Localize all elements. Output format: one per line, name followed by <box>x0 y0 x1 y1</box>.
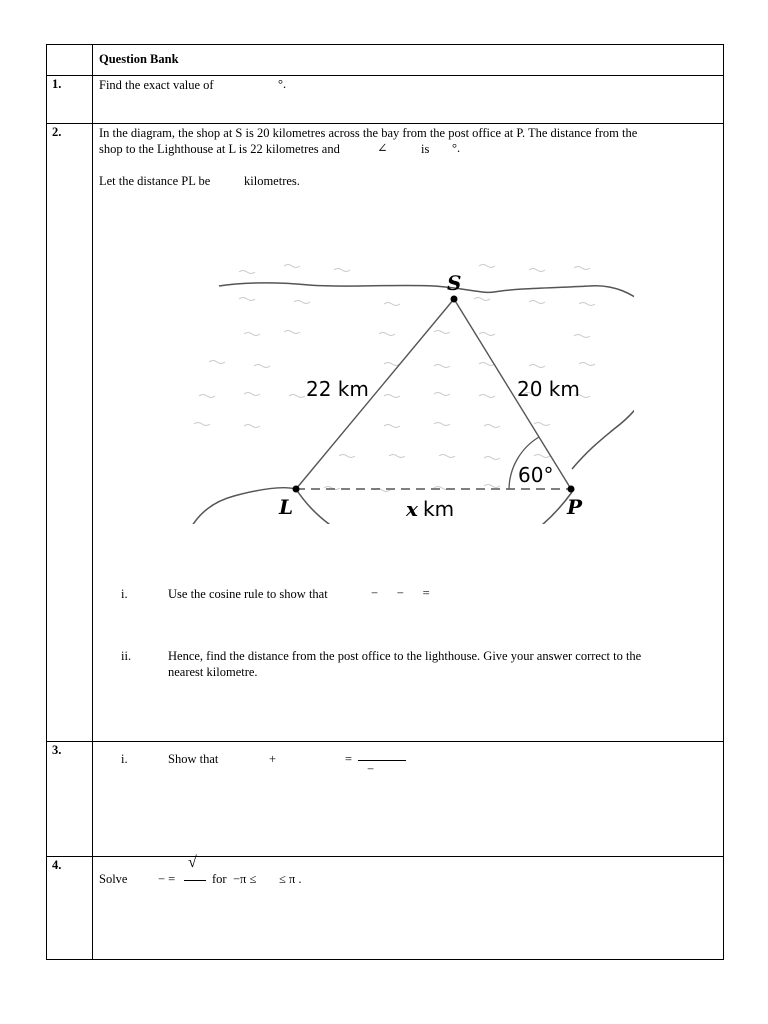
label-sp-distance: 20 km <box>517 377 580 401</box>
part-ii-line-1: Hence, find the distance from the post office to the lighthouse. Give your answer correct to the <box>168 649 642 663</box>
table-column-divider <box>92 44 93 960</box>
label-p: P <box>567 495 583 519</box>
label-angle: 60° <box>518 463 554 487</box>
point-p <box>568 486 575 493</box>
bay-triangle-diagram <box>134 224 634 524</box>
table-border-left <box>46 44 47 960</box>
part-ii-line-2: nearest kilometre. <box>168 665 258 679</box>
question-2-line-2: shop to the Lighthouse at L is 22 kilometres and <box>99 142 340 156</box>
question-2-let-unit: kilometres. <box>244 174 300 188</box>
part-numeral: i. <box>121 752 128 766</box>
plus-sign: + <box>269 752 277 766</box>
label-x-unit: km <box>423 497 455 521</box>
angle-symbol: ∠ <box>377 141 388 155</box>
degree-symbol: °. <box>278 77 287 91</box>
row-divider <box>46 741 724 742</box>
range-upper: ≤ π . <box>279 872 302 886</box>
question-2-let: Let the distance PL be <box>99 174 211 188</box>
bay-triangle-svg <box>134 224 634 524</box>
equation-symbols: − − = <box>371 586 430 600</box>
question-2-is: is <box>421 142 430 156</box>
label-s: S <box>447 271 462 295</box>
question-number: 2. <box>52 125 62 139</box>
fraction-bar <box>184 880 206 881</box>
range-lower: −π ≤ <box>233 872 257 886</box>
label-x: x <box>406 497 418 521</box>
row-divider <box>46 75 724 76</box>
part-numeral: ii. <box>121 649 132 663</box>
label-ls-distance: 22 km <box>306 377 369 401</box>
question-number: 3. <box>52 743 62 757</box>
coastline-north <box>219 283 634 469</box>
question-bank-table <box>46 44 724 960</box>
point-l <box>293 486 300 493</box>
row-divider <box>46 856 724 857</box>
part-i-text: Use the cosine rule to show that <box>168 587 328 601</box>
fraction-bar <box>358 760 406 761</box>
table-border-bottom <box>46 959 724 960</box>
equals-sign: = <box>345 752 353 766</box>
row-divider <box>46 123 724 124</box>
part-numeral: i. <box>121 587 128 601</box>
label-l: L <box>279 495 294 519</box>
question-1-text: Find the exact value of <box>99 78 214 92</box>
sqrt-symbol: √ <box>188 854 197 871</box>
question-4-solve: Solve <box>99 872 128 886</box>
question-number: 1. <box>52 77 62 91</box>
sqrt-overbar <box>197 856 206 857</box>
table-border-right <box>723 44 724 960</box>
question-2-line-1: In the diagram, the shop at S is 20 kilometres across the bay from the post office at P. The distance from the <box>99 126 638 140</box>
table-border-top <box>46 44 724 45</box>
question-number: 4. <box>52 858 62 872</box>
part-i-text: Show that <box>168 752 219 766</box>
point-s <box>451 296 458 303</box>
degree-symbol: °. <box>452 141 461 155</box>
minus-sign: − <box>367 762 375 776</box>
minus-equals: − = <box>158 872 176 886</box>
question-4-for: for <box>212 872 227 886</box>
page-title: Question Bank <box>99 52 179 66</box>
coastline-south <box>182 488 572 524</box>
